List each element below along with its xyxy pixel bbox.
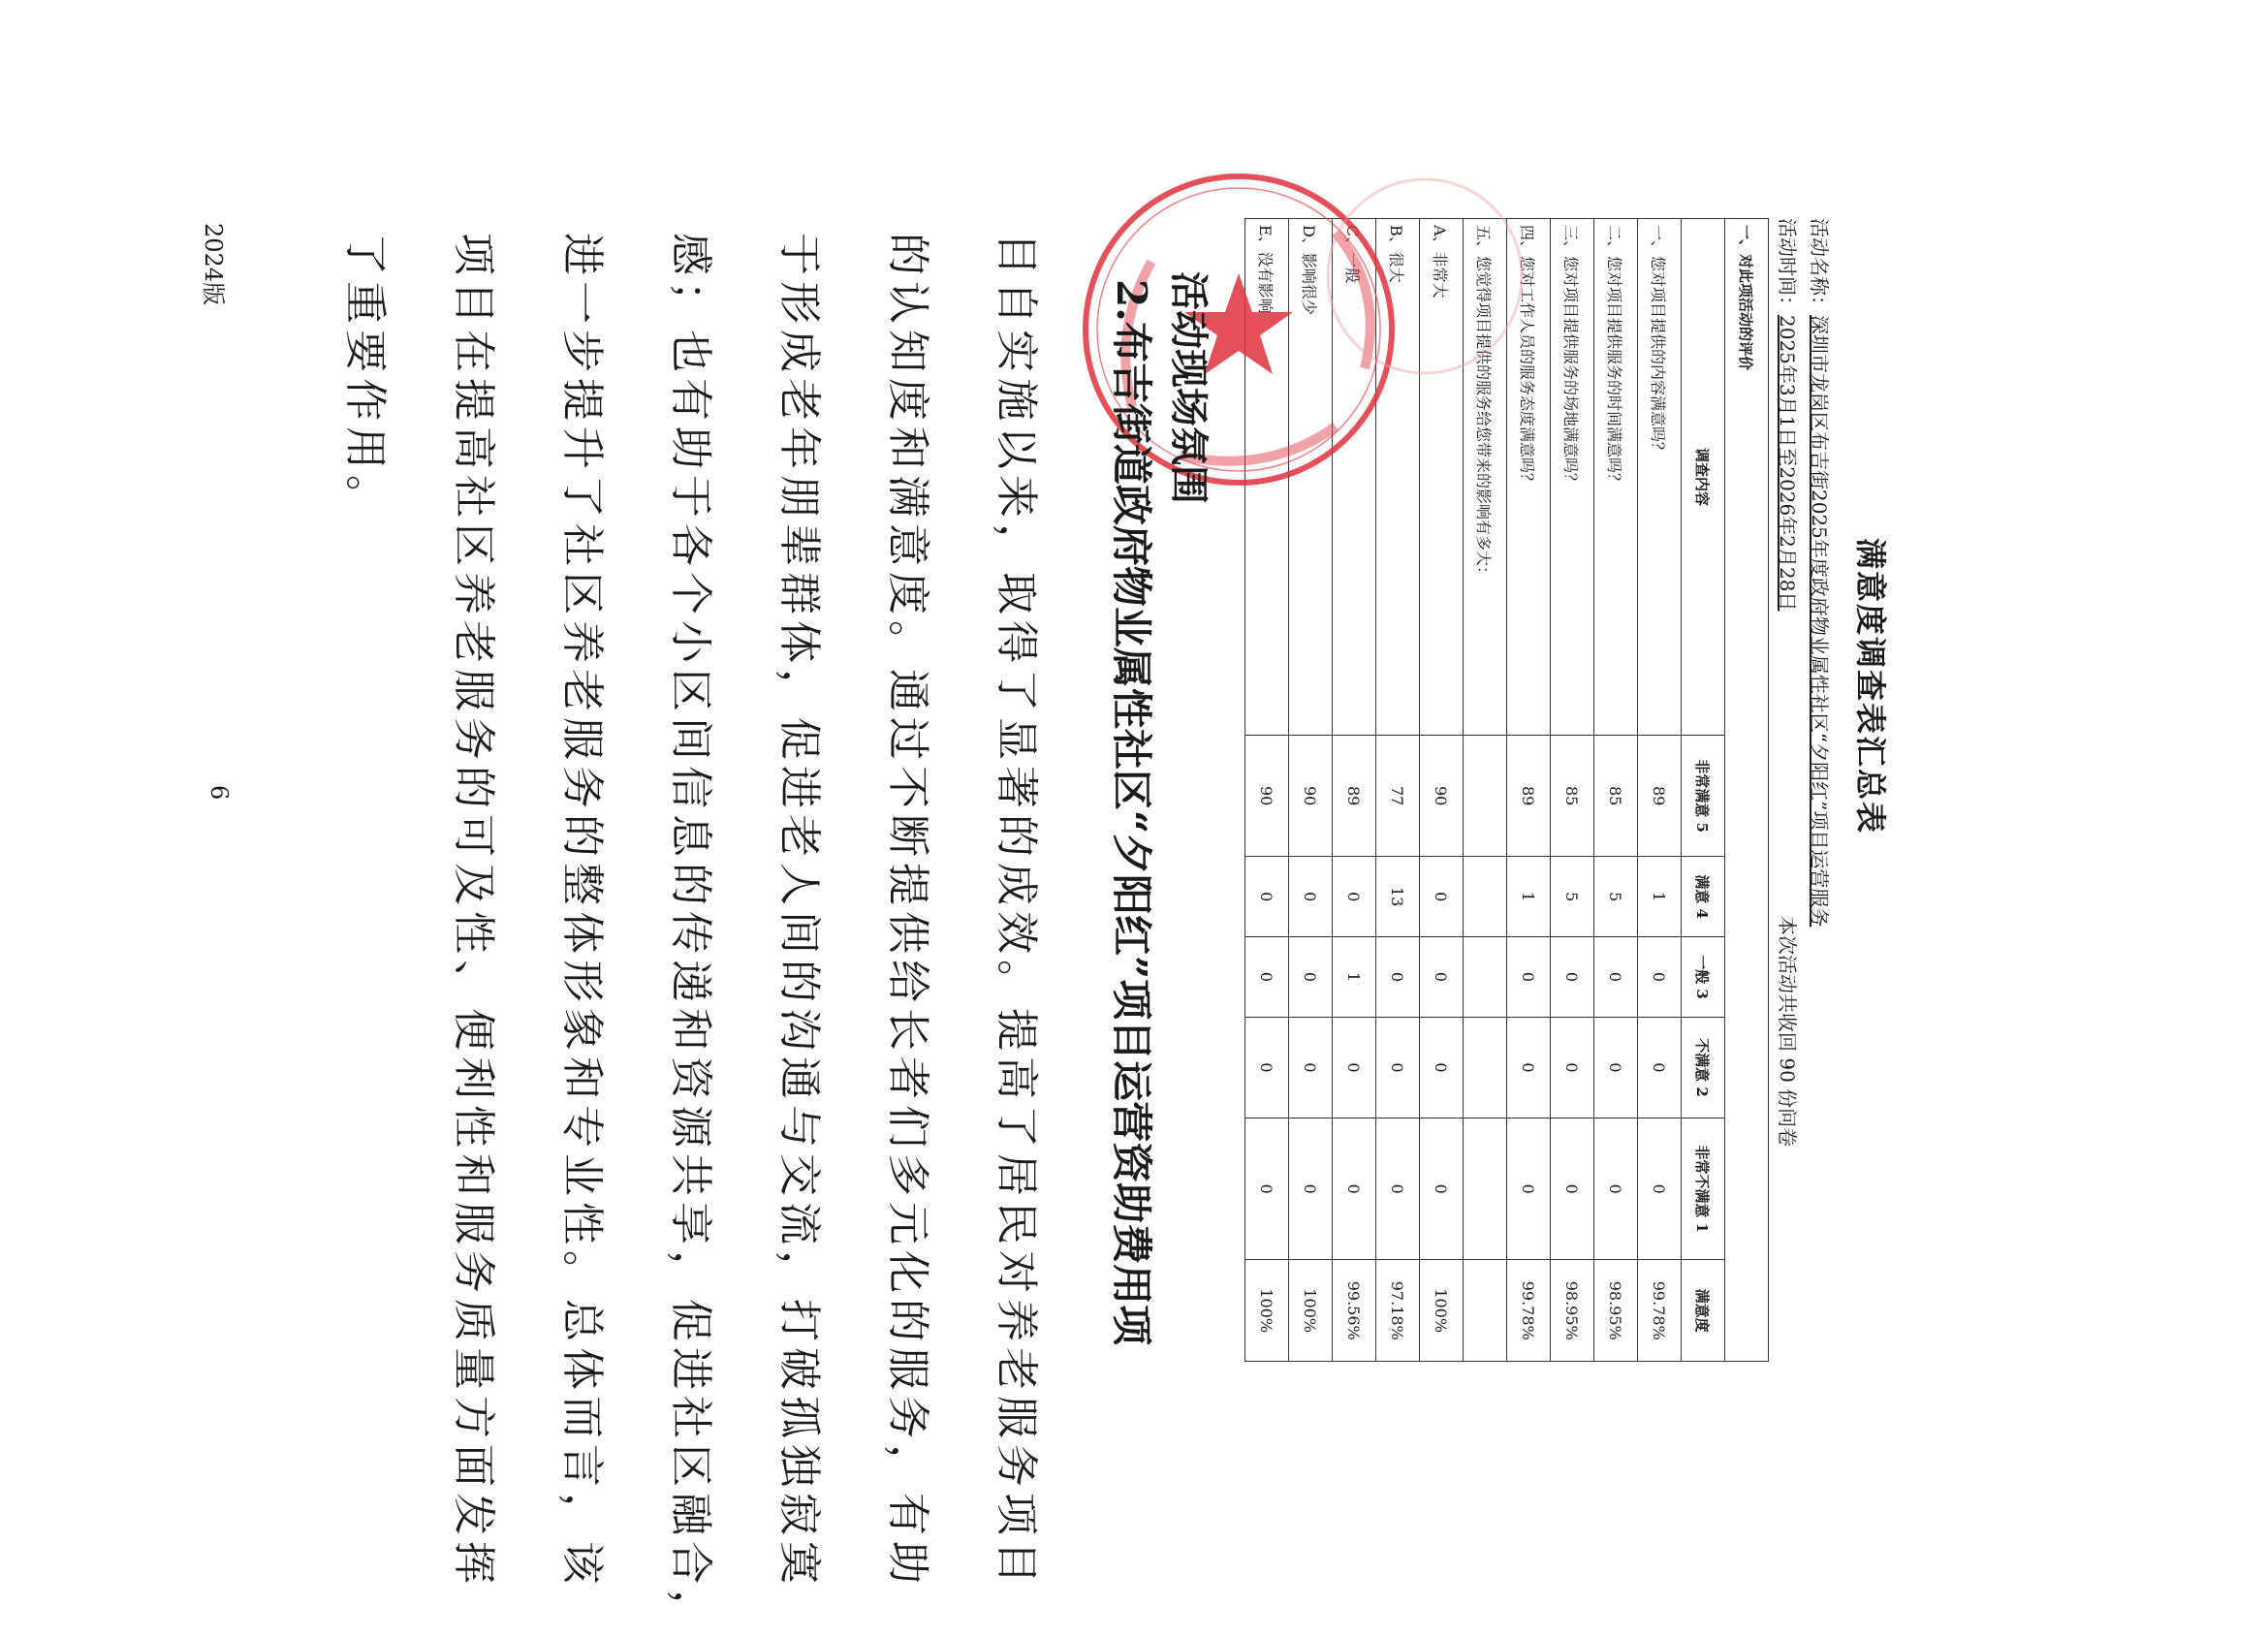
- value-cell: 0: [1333, 1017, 1376, 1118]
- col-header: 非常不满意 1: [1682, 1118, 1725, 1260]
- activity-time: 2025年3月1日至2026年2月28日: [1776, 315, 1799, 612]
- question-cell: B、很大: [1376, 219, 1420, 736]
- section-heading-text: 2.布吉街道政府物业属性社区“夕阳红”项目运营资助费用项: [1108, 279, 1155, 1346]
- table-row: [1594, 219, 1638, 1362]
- value-cell: 0: [1333, 857, 1376, 937]
- col-header: 满意 4: [1682, 857, 1725, 937]
- activity-name: 深圳市龙岗区布吉街2025年度政府物业属性社区“夕阳红”项目运营服务: [1808, 315, 1831, 928]
- value-cell: 1: [1638, 857, 1682, 937]
- table-section-row: [1725, 219, 1769, 1362]
- value-cell: 0: [1551, 1017, 1594, 1118]
- table-row: [1420, 219, 1464, 1362]
- value-cell: 89: [1507, 736, 1551, 857]
- value-cell: 13: [1376, 857, 1420, 937]
- value-cell: 0: [1507, 1118, 1551, 1260]
- value-cell: 77: [1376, 736, 1420, 857]
- table-row: [1464, 219, 1507, 1362]
- paragraph-line: 于形成老年朋辈群体，促进老人间的沟通与交流，打破孤独寂寞: [774, 233, 824, 1590]
- collection-note: 本次活动共收回 90 份问卷: [1776, 916, 1799, 1148]
- paragraph-block: [340, 233, 1212, 1638]
- question-cell: C、一般: [1333, 219, 1376, 736]
- survey-title: 满意度调查表汇总表: [1852, 538, 1889, 835]
- value-cell: 0: [1245, 857, 1289, 937]
- value-cell: 0: [1245, 1118, 1289, 1260]
- question-cell: 一、您对项目提供的内容满意吗？: [1638, 219, 1682, 736]
- value-cell: 89: [1638, 736, 1682, 857]
- paragraph-line: 了重要作用。: [340, 233, 390, 523]
- question-cell: 三、您对项目提供服务的场地满意吗？: [1551, 219, 1594, 736]
- value-cell: 0: [1245, 1017, 1289, 1118]
- value-cell: 5: [1594, 857, 1638, 937]
- content-header: 调查内容: [1682, 219, 1725, 736]
- value-cell: 0: [1638, 1017, 1682, 1118]
- value-cell: 0: [1507, 1017, 1551, 1118]
- value-cell: [1464, 1260, 1507, 1362]
- value-cell: 97.18%: [1376, 1260, 1420, 1362]
- value-cell: 1: [1507, 857, 1551, 937]
- paragraph-line: 项目在提高社区养老服务的可及性、便利性和服务质量方面发挥: [449, 233, 498, 1590]
- value-cell: 0: [1376, 937, 1420, 1018]
- paragraph-line: 进一步提升了社区养老服务的整体形象和专业性。总体而言，该: [557, 233, 607, 1590]
- value-cell: 99.78%: [1638, 1260, 1682, 1362]
- page-number: 6: [205, 785, 233, 801]
- paragraph-line: 的认知度和满意度。通过不断提供给长者们多元化的服务，有助: [883, 233, 932, 1590]
- question-cell: 四、您对工作人员的服务态度满意吗？: [1507, 219, 1551, 736]
- value-cell: 99.78%: [1507, 1260, 1551, 1362]
- value-cell: 0: [1551, 937, 1594, 1018]
- value-cell: 0: [1594, 1017, 1638, 1118]
- footer-version: 2024版: [200, 223, 227, 306]
- question-cell: A、非常大: [1420, 219, 1464, 736]
- question-cell: 五、您觉得项目提供的服务给您带来的影响有多大：: [1464, 219, 1507, 736]
- value-cell: 0: [1289, 1017, 1333, 1118]
- value-cell: 89: [1333, 736, 1376, 857]
- value-cell: 0: [1594, 937, 1638, 1018]
- value-cell: 0: [1289, 1118, 1333, 1260]
- value-cell: 0: [1420, 1118, 1464, 1260]
- value-cell: 0: [1594, 1118, 1638, 1260]
- paragraph-line: 目自实施以来，取得了显著的成效。提高了居民对养老服务项目: [992, 233, 1041, 1590]
- value-cell: 0: [1376, 1017, 1420, 1118]
- value-cell: 0: [1289, 937, 1333, 1018]
- value-cell: 90: [1420, 736, 1464, 857]
- table-row: [1551, 219, 1594, 1362]
- value-cell: 0: [1420, 1017, 1464, 1118]
- activity-name-line: [1807, 218, 1835, 927]
- value-cell: [1464, 1118, 1507, 1260]
- value-cell: 0: [1507, 937, 1551, 1018]
- value-cell: 100%: [1245, 1260, 1289, 1362]
- faint-seal: [1318, 170, 1531, 383]
- question-cell: D、影响很少: [1289, 219, 1333, 736]
- value-cell: [1464, 1017, 1507, 1118]
- table-row: [1507, 219, 1551, 1362]
- value-cell: 90: [1289, 736, 1333, 857]
- value-cell: 90: [1245, 736, 1289, 857]
- value-cell: 0: [1333, 1118, 1376, 1260]
- value-cell: 99.56%: [1333, 1260, 1376, 1362]
- value-cell: [1464, 736, 1507, 857]
- activity-time-line: [1775, 218, 1803, 611]
- heading-overlay: 活动现场氛围: [1166, 271, 1212, 504]
- value-cell: 0: [1638, 1118, 1682, 1260]
- table-header-row: [1682, 219, 1725, 1362]
- value-cell: 0: [1376, 1118, 1420, 1260]
- value-cell: 100%: [1289, 1260, 1333, 1362]
- value-cell: [1464, 857, 1507, 937]
- value-cell: 98.95%: [1551, 1260, 1594, 1362]
- value-cell: 0: [1638, 937, 1682, 1018]
- value-cell: [1464, 937, 1507, 1018]
- value-cell: 0: [1245, 937, 1289, 1018]
- section-header: 一、对此项活动的评价: [1725, 219, 1769, 1362]
- section-heading: [1105, 279, 1163, 1345]
- value-cell: 5: [1551, 857, 1594, 937]
- value-cell: 0: [1420, 857, 1464, 937]
- value-cell: 0: [1289, 857, 1333, 937]
- col-header: 一般 3: [1682, 937, 1725, 1018]
- value-cell: 0: [1420, 937, 1464, 1018]
- value-cell: 85: [1594, 736, 1638, 857]
- col-header: 非常满意 5: [1682, 736, 1725, 857]
- value-cell: 1: [1333, 937, 1376, 1018]
- question-cell: 二、您对项目提供服务的时间满意吗？: [1594, 219, 1638, 736]
- paragraph-line: 感；也有助于各个小区间信息的传递和资源共享，促进社区融合，: [666, 233, 715, 1638]
- value-cell: 98.95%: [1594, 1260, 1638, 1362]
- value-cell: 85: [1551, 736, 1594, 857]
- value-cell: 0: [1551, 1118, 1594, 1260]
- activity-time-label: 活动时间：: [1776, 218, 1799, 315]
- question-cell: E、没有影响: [1245, 219, 1289, 736]
- value-cell: 100%: [1420, 1260, 1464, 1362]
- col-header: 不满意 2: [1682, 1017, 1725, 1118]
- table-row: [1638, 219, 1682, 1362]
- activity-name-label: 活动名称：: [1808, 218, 1831, 315]
- col-header: 满意度: [1682, 1260, 1725, 1362]
